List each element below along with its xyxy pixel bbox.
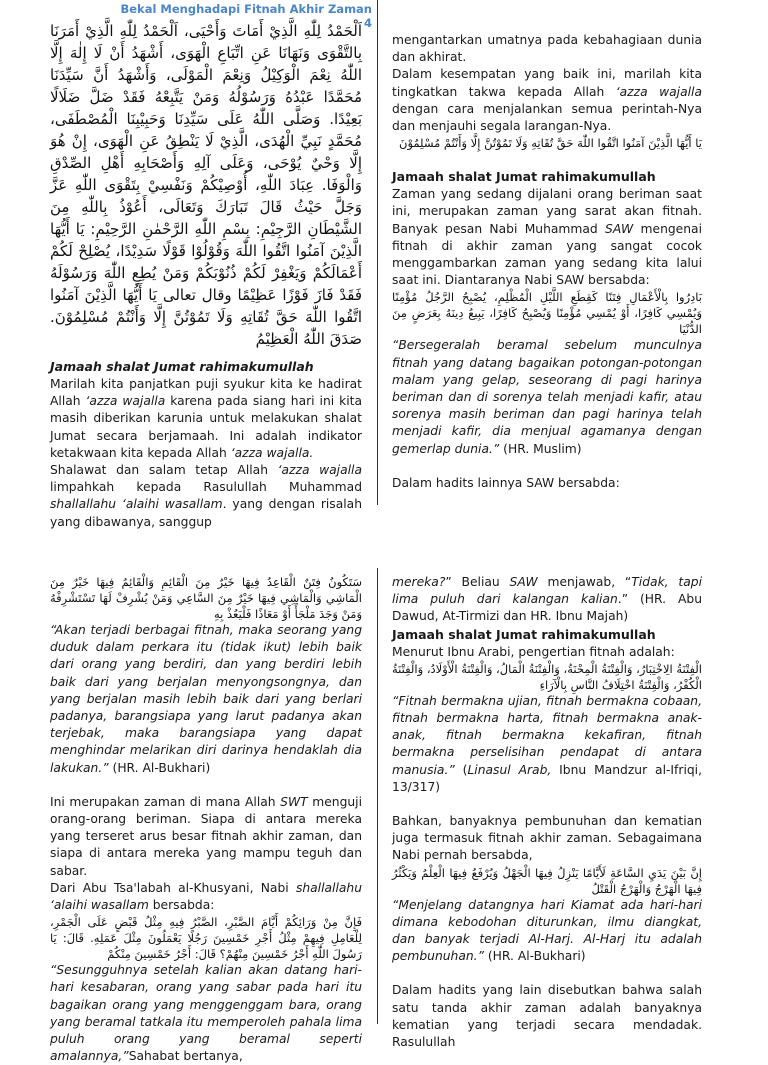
text-span: limpahkah kepada Rasulullah Muhammad [50, 480, 362, 495]
text-span: ” Beliau [445, 575, 510, 589]
italic-term: ‘azza wajalla. [230, 445, 314, 460]
section-heading: Jamaah shalat Jumat rahimakumullah [392, 169, 656, 185]
text-span: .” (HR. Abu Dawud, At-Tirmizi dan HR. Ibnu Majah) [392, 592, 702, 624]
italic-term: ‘azza wajalla [615, 84, 702, 99]
text-span: karena pada siang hari ini kita masih diberikan karunia untuk melakukan shalat Jumat secara berjamaah. Ini adalah indikator ketakwaan kita kepada Allah [50, 394, 362, 460]
paragraph-shalawat [50, 462, 362, 531]
paragraph-kematian-mendadak: Dalam hadits yang lain disebutkan bahwa salah satu tanda akhir zaman adalah banyaknya kematian yang terjadi secara mendadak. Rasulullah [392, 983, 702, 1050]
quote-source: (HR. Al-Bukhari) [483, 949, 586, 964]
arabic-hadith-fitnah: سَتَكُونُ فِتَنٌ الْقَاعِدُ فِيهَا خَيْرٌ مِنَ الْقَائِمِ وَالْقَائِمُ فِيهَا خَيْرٌ مِنَ الْمَاشِي وَالْمَاشِي فِيهَا خَيْرٌ مِنَ السَّاعِي وَمَنْ يُشْرِفْ لَهَا تَسْتَشْرِفْهُ وَمَنْ وَجَدَ مَلْجَأً أَوْ مَعَاذًا فَلْيَعُذْ بِهِ [50, 575, 362, 621]
paragraph-zaman-fitnah [392, 186, 702, 289]
quote-text: “Sesungguhnya setelah kalian akan datang hari-hari kesabaran, orang yang sabar pada hari itu bagaikan orang yang menggenggam bara, orang yang beramal tatkala itu memperoleh pahala lima puluh orang yang beramal seperti amalannya,” [50, 963, 362, 1064]
page-bottom [0, 568, 768, 1064]
hadith-translation [50, 622, 362, 777]
text-span: dengan cara menjalankan semua perintah-Nya dan menjauhi segala larangan-Nya. [392, 101, 702, 134]
text-span: Dalam kesempatan yang baik ini, marilah kita tingkatkan takwa kepada Allah [392, 67, 702, 99]
top-right-column [392, 32, 702, 505]
text-span: Shalawat dan salam tetap Allah [50, 463, 278, 478]
arabic-hadith: بَادِرُوا بِالْأَعْمَالِ فِتَنًا كَقِطَعِ اللَّيْلِ الْمُظْلِمِ، يُصْبِحُ الرَّجُلُ مُؤْمِنًا وَيُمْسِي كَافِرًا، أَوْ يُمْسِي مُؤْمِنًا وَيُصْبِحُ كَافِرًا، يَبِيعُ دِينَهُ بِعَرَضٍ مِنَ الدُّنْيَا [392, 290, 702, 337]
text-span: menguji orang-orang beriman. Siapa di antara mereka yang terseret arus besar fitnah akhir zaman, dan siapa di antara mereka yang mampu teguh dan sabar. [50, 794, 362, 878]
paragraph-ibnu-arabi: Menurut Ibnu Arabi, pengertian fitnah adalah: [392, 644, 675, 659]
page-top [0, 0, 768, 529]
column-divider [377, 568, 378, 1024]
paragraph-intro-hadith: Dalam hadits lainnya SAW bersabda: [392, 475, 620, 490]
italic-term: mereka? [392, 575, 446, 589]
hadith-translation [50, 962, 362, 1065]
quote-text: “Menjelang datangnya hari Kiamat ada hari-hari dimana kebodohan diturunkan, ilmu diangkat, dan banyak terjadi Al-Harj. Al-Harj itu adalah pembunuhan.” [392, 897, 702, 964]
quote-text: “Bersegeralah beramal sebelum munculnya fitnah yang datang bagaikan potongan-potongan malam yang gelap, seseorang di pagi harinya beriman dan di sorenya telah menjadi kafir, atau sorenya masih beriman dan pagi harinya telah menjadi kafir, dia menjual agamanya dengan gemerlap dunia.” [392, 338, 702, 456]
italic-term: SWT [280, 794, 308, 809]
text-span: mengenai fitnah di akhir zaman yang sangat cocok menggambarkan zaman yang sedang kita lalui saat ini. Diantaranya Nabi SAW bersabda: [392, 221, 702, 288]
text-span: Ini merupakan zaman di mana Allah [50, 794, 281, 809]
italic-term: Linasul Arab, [467, 762, 552, 777]
arabic-hadith-harj: إِنَّ بَيْنَ يَدَيِ السَّاعَةِ لَأَيَّامًا يَنْزِلُ فِيهَا الْجَهْلُ وَيُرْفَعُ فِيهَا الْعِلْمُ وَيَكْثُرُ فِيهَا الْهَرْجُ وَالْهَرْجُ الْقَتْلُ [392, 865, 702, 896]
italic-term: Tidak, tapi lima puluh dari kalangan kalian [392, 575, 702, 607]
italic-term: SAW [605, 221, 634, 236]
italic-term: ‘azza wajalla [85, 394, 166, 409]
arabic-definition: الْفِتْنَةُ الِاخْتِبَارُ، وَالْفِتْنَةُ الْمِحْنَةُ، وَالْفِتْنَةُ الْمَالُ، وَالْفِتْنَةُ الْأَوْلَادُ، وَالْفِتْنَةُ الْكُفْرُ، وَالْفِتْنَةُ اخْتِلَافُ النَّاسِ بِالْآرَاءِ [392, 661, 702, 692]
paragraph-takwa [392, 66, 702, 135]
running-header: Bekal Menghadapi Fitnah Akhir Zaman 4 [120, 2, 372, 30]
arabic-hadith-sabar: فَإِنَّ مِنْ وَرَائِكُمْ أَيَّامَ الصَّبْرِ، الصَّبْرُ فِيهِ مِثْلُ قَبْضٍ عَلَى الْجَمْرِ، لِلْعَامِلِ فِيهِمْ مِثْلُ أَجْرِ خَمْسِينَ رَجُلًا يَعْمَلُونَ مِثْلَ عَمَلِهِ. قَالَ: يَا رَسُولَ اللّٰهِ أَجْرُ خَمْسِينَ مِنْهُمْ؟ قَالَ: أَجْرُ خَمْسِينَ مِنْكُمْ [50, 915, 362, 962]
quote-source: (HR. Muslim) [499, 441, 582, 456]
bottom-right-column [392, 574, 702, 1050]
paragraph-pembunuhan: Bahkan, banyaknya pembunuhan dan kematian juga termasuk fitnah akhir zaman. Sebagaimana Nabi pernah bersabda, [392, 814, 702, 863]
text-span: Marilah kita panjatkan puji syukur kita ke hadirat Allah [50, 377, 362, 409]
quote-source: Ibnu Mandzur al-Ifriqi, 13/317) [392, 762, 702, 794]
text-span: bersabda: [148, 898, 215, 913]
definition-translation [392, 693, 702, 796]
paragraph-continuation: mengantarkan umatnya pada kebahagiaan dunia dan akhirat. [392, 33, 702, 65]
section-heading: Jamaah shalat Jumat rahimakumullah [50, 359, 314, 374]
hadith-translation [392, 337, 702, 457]
text-span: Zaman yang sedang dijalani orang beriman saat ini, merupakan zaman yang sarat akan fitnah. Banyak pesan Nabi Muhammad [392, 187, 702, 236]
quote-source: (HR. Al-Bukhari) [108, 760, 211, 775]
quote-text: “Fitnah bermakna ujian, fitnah bermakna cobaan, fitnah bermakna harta, fitnah bermakna anak-anak, fitnah bermakna kekafiran, fitnah bermakna perselisihan pendapat di antara manusia.” [392, 693, 702, 777]
hadith-translation [392, 897, 702, 966]
text-span: . yang dengan risalah yang dibawanya, sanggup [50, 497, 362, 529]
text-span: menjawab, “ [537, 575, 632, 589]
italic-term: SAW [509, 575, 538, 589]
paragraph-gratitude [50, 376, 362, 462]
arabic-khutbah-opening: اَلْحَمْدُ لِلّٰهِ الَّذِيْ أَمَاتَ وَأَحْيَى، اَلْحَمْدُ لِلّٰهِ الَّذِيْ أَمَرَنَا بِالتَّقْوَى وَنَهَانَا عَنِ اتِّبَاعِ الْهَوَى، أَشْهَدُ أَنْ لَا إِلٰهَ إِلَّا اللّٰهُ نِعْمَ الْوَكِيْلُ وَنِعْمَ الْمَوْلَى، وَأَشْهَدُ أَنَّ سَيِّدَنَا مُحَمَّدًا عَبْدُهُ وَرَسُوْلُهُ وَمَنْ يَتَّبِعْهُ فَقَدْ ضَلَّ ضَلَالًا بَعِيْدًا. وَصَلَّى اللّٰهُ عَلَى سَيِّدِنَا وَحَبِيْبِنَا الْمُصْطَفَى، مُحَمَّدٍ نَبِيِّ الْهُدَى، الَّذِيْ لَا يَنْطِقُ عَنِ الْهَوَى، إِنْ هُوَ إِلَّا وَحْيٌ يُوْحَى، وَعَلَى آلِهِ وَأَصْحَابِهِ أَهْلِ الصِّدْقِ وَالْوَفَا. عِبَادَ اللّٰهِ، أُوْصِيْكُمْ وَنَفْسِيْ بِتَقْوَى اللّٰهِ عَزَّ وَجَلَّ حَيْثُ قَالَ تَبَارَكَ وَتَعَالَى، أَعُوْذُ بِاللّٰهِ مِنَ الشَّيْطَانِ الرَّجِيْمِ: بِسْمِ اللّٰهِ الرَّحْمٰنِ الرَّحِيْمِ: يَا أَيُّهَا الَّذِيْنَ آمَنُوا اتَّقُوا اللّٰهَ وَقُوْلُوْا قَوْلًا سَدِيْدًا، يُصْلِحْ لَكُمْ أَعْمَالَكُمْ وَيَغْفِرْ لَكُمْ ذُنُوْبَكُمْ وَمَنْ يُطِعِ اللّٰهَ وَرَسُوْلَهُ فَقَدْ فَازَ فَوْزًا عَظِيْمًا وقال تعالى يَا أَيُّهَا الَّذِيْنَ آمَنُوا اتَّقُوا اللّٰهَ حَقَّ تُقَاتِهِ وَلَا تَمُوْتُنَّ إِلَّا وَأَنْتُمْ مُسْلِمُوْنَ. صَدَقَ اللّٰهُ الْعَظِيْمُ [50, 22, 362, 348]
italic-term: ‘azza wajalla [277, 463, 362, 478]
bottom-left-column [50, 574, 362, 1064]
text-span: Sahabat bertanya, [128, 1049, 243, 1064]
paragraph-abu-tsalabah [50, 880, 362, 914]
top-left-column [50, 20, 362, 529]
paragraph-ujian [50, 794, 362, 880]
arabic-ayat: يَا أَيُّهَا الَّذِيْنَ آمَنُوا اتَّقُوا اللّٰهَ حَقَّ تُقَاتِهِ وَلَا تَمُوْتُنَّ إِلَّا وَأَنْتُمْ مُسْلِمُوْنَ [399, 136, 702, 151]
italic-term: shallallahu ‘alaihi wasallam [50, 497, 223, 512]
quote-text: “Akan terjadi berbagai fitnah, maka seorang yang duduk dalam perkara itu (tidak ikut) lebih baik dari orang yang berdiri, dan yang berdiri lebih baik dari yang berjalan menyongsongnya, dan yang berjalan masih lebih baik dari yang berlari padanya, barangsiapa yang larut padanya akan terjebak, maka barangsiapa yang dapat menghindar melarikan diri darinya hendaklah dia lakukan.” [50, 623, 362, 775]
quote-source: ( [454, 762, 468, 777]
section-heading: Jamaah shalat Jumat rahimakumullah [392, 626, 656, 642]
column-divider [377, 0, 378, 505]
paragraph-jawaban [392, 574, 702, 626]
text-span: Dari Abu Tsa'labah al-Khusyani, Nabi [50, 880, 296, 895]
italic-term: shallallahu ‘alaihi wasallam [50, 880, 362, 913]
